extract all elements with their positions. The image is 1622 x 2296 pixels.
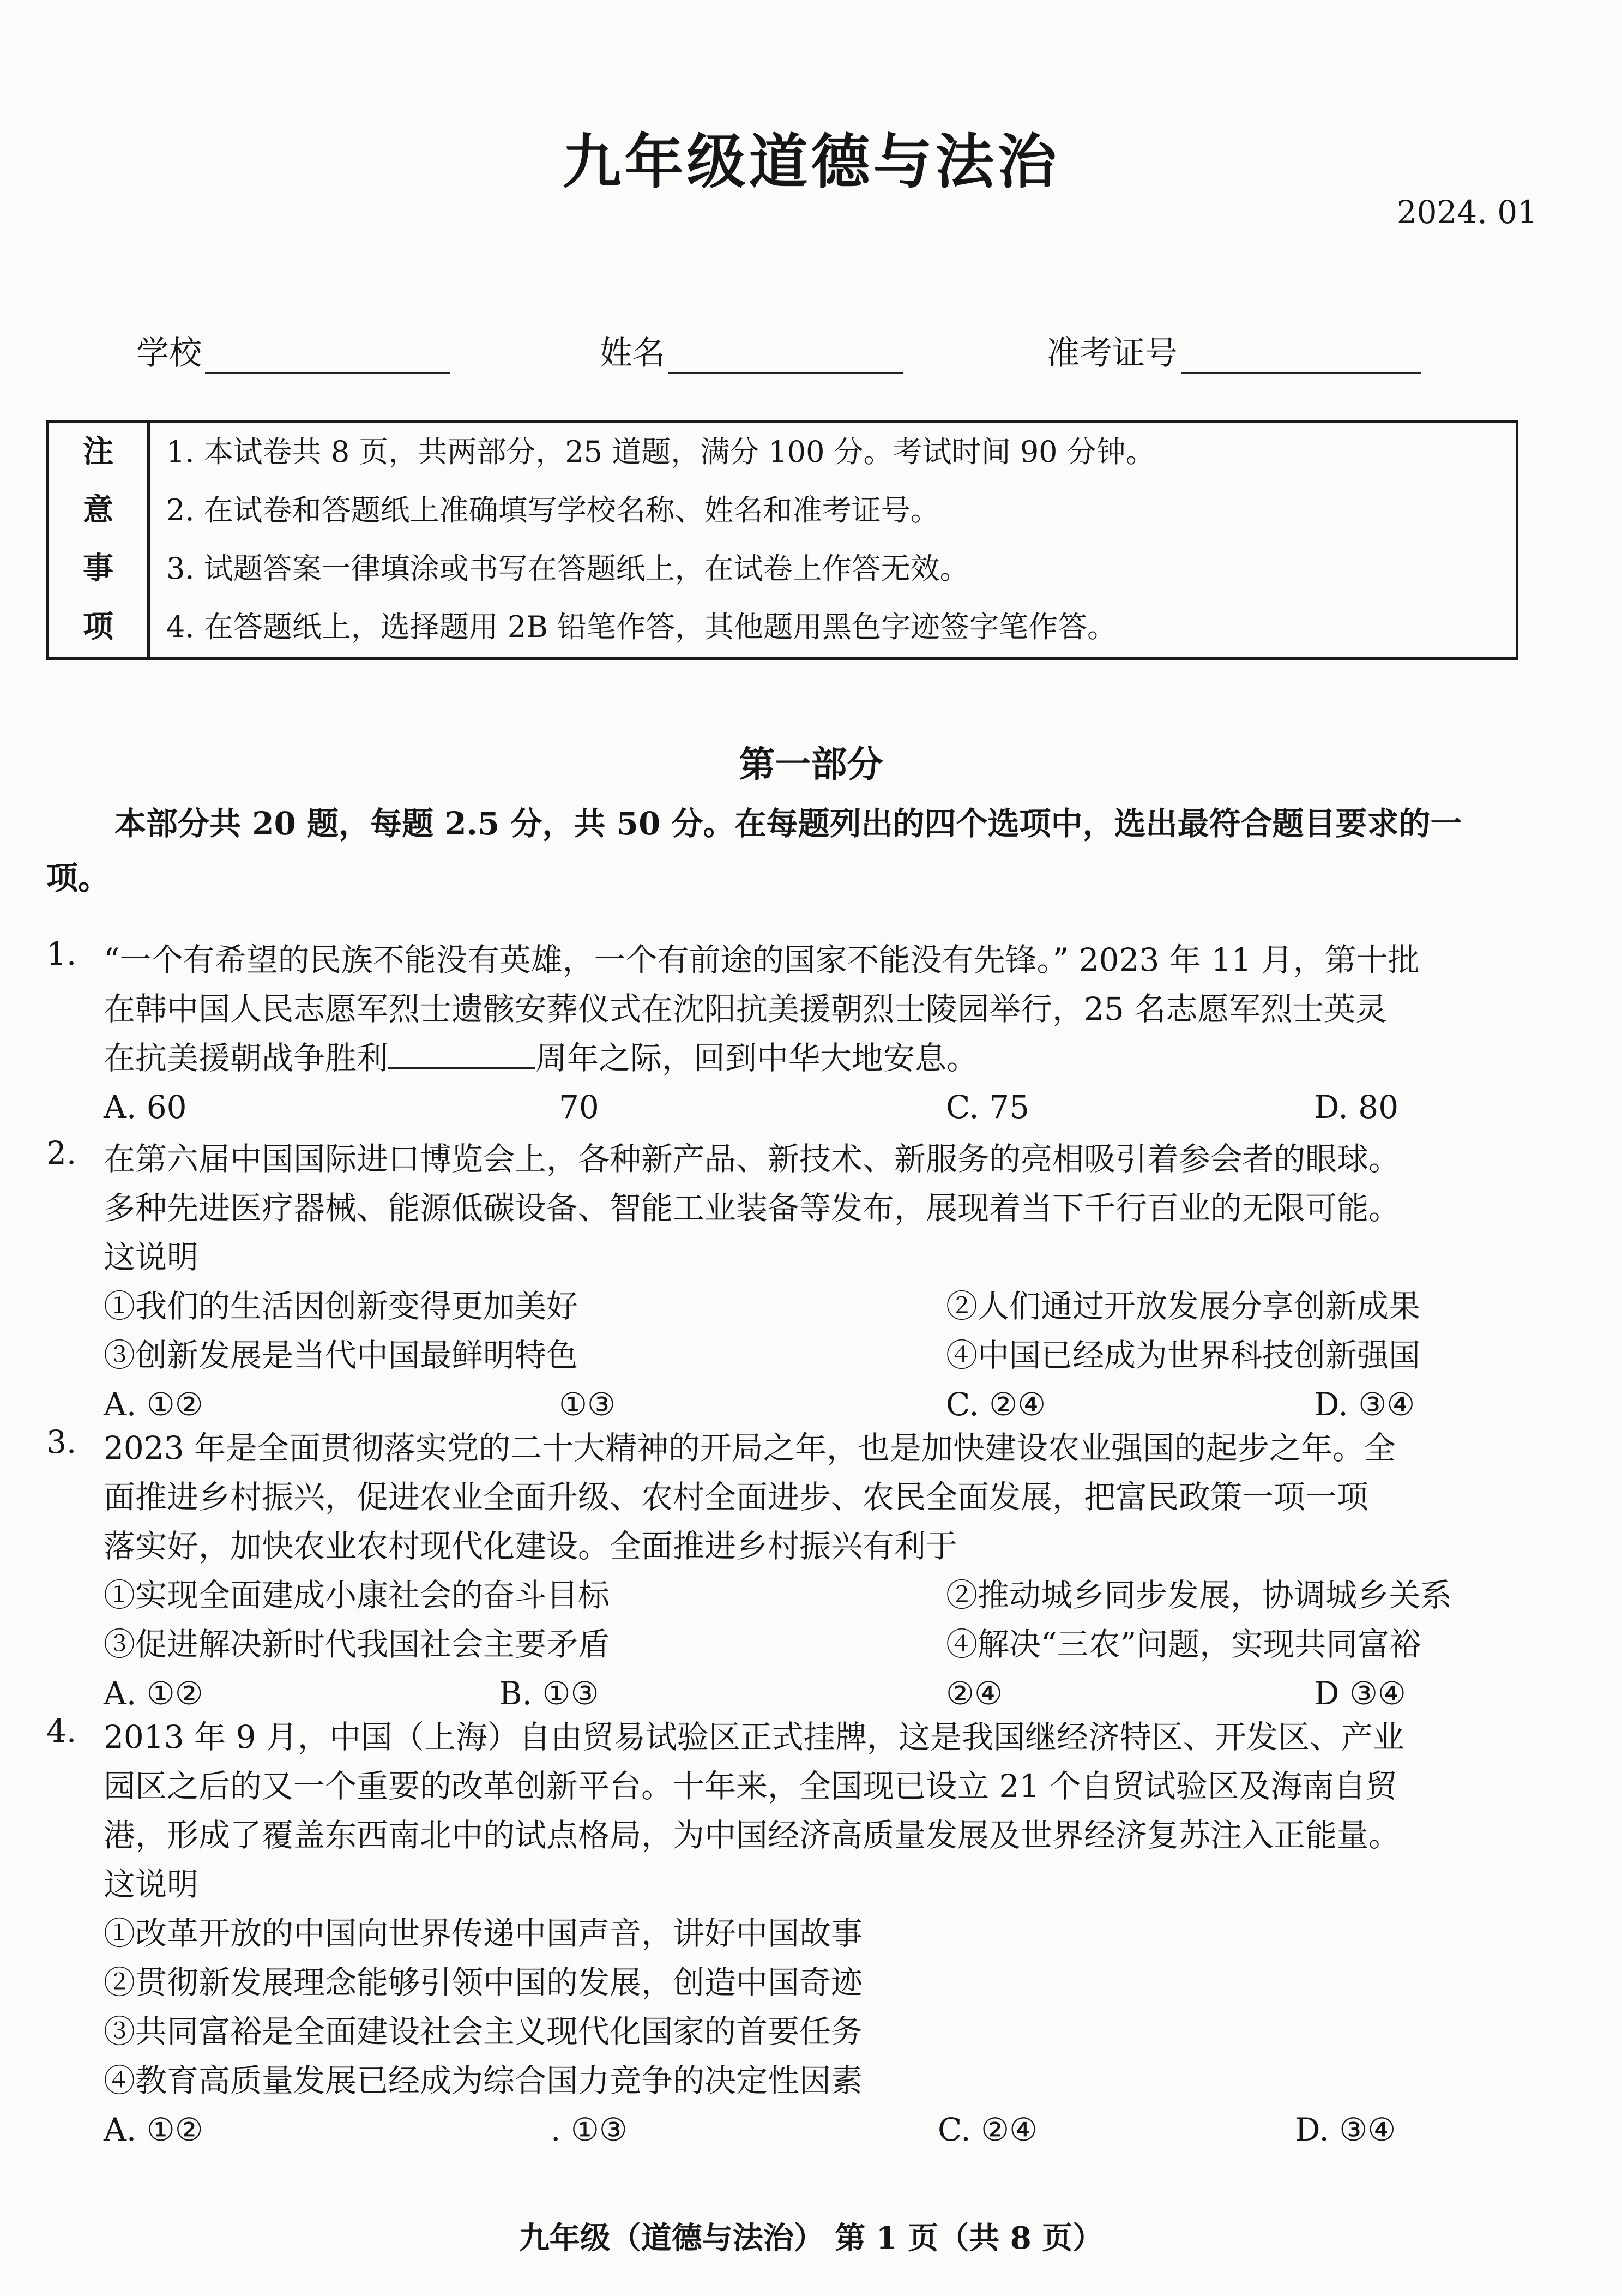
question-number: 1. xyxy=(46,935,77,972)
option-b[interactable]: B. ①③ xyxy=(499,1675,599,1712)
section-title: 第一部分 xyxy=(739,743,883,785)
question-text-line: 落实好，加快农业农村现代化建设。全面推进乡村振兴有利于 xyxy=(104,1528,958,1565)
options-row xyxy=(104,1669,1518,1718)
question-text-fragment: 周年之际，回到中华大地安息。 xyxy=(535,1039,979,1077)
statement: ①实现全面建成小康社会的奋斗目标 xyxy=(104,1577,610,1614)
statements-row xyxy=(104,1620,1518,1669)
option-c[interactable]: C. ②④ xyxy=(938,2111,1038,2148)
section-intro: 本部分共 20 题，每题 2.5 分，共 50 分。在每题列出的四个选项中，选出最符合题目要求的一项。 xyxy=(46,805,1462,897)
option-a[interactable]: A. 60 xyxy=(104,1089,187,1126)
exam-id-blank[interactable] xyxy=(1181,339,1421,374)
option-b[interactable]: 70 xyxy=(559,1089,599,1126)
question-text-fragment: 在抗美援朝战争胜利 xyxy=(104,1039,389,1077)
statement: ④教育高质量发展已经成为综合国力竞争的决定性因素 xyxy=(104,2062,863,2099)
option-a[interactable]: A. ①② xyxy=(104,2111,203,2148)
question-text-line: 这说明 xyxy=(104,1239,199,1276)
question-2 xyxy=(46,1134,1518,1429)
statement: ③共同富裕是全面建设社会主义现代化国家的首要任务 xyxy=(104,2013,863,2050)
statement: ①我们的生活因创新变得更加美好 xyxy=(104,1288,578,1325)
options-row xyxy=(104,1380,1518,1429)
notice-box xyxy=(46,420,1518,660)
school-label: 学校 xyxy=(136,334,202,372)
option-d[interactable]: D ③④ xyxy=(1314,1675,1406,1712)
notice-list xyxy=(166,423,1505,656)
exam-id-field[interactable] xyxy=(1047,327,1421,374)
statements-row xyxy=(104,1282,1518,1331)
option-b[interactable]: . ①③ xyxy=(551,2111,628,2148)
question-text-line: “一个有希望的民族不能没有英雄，一个有前途的国家不能没有先锋。” 2023 年 11 月，第十批 xyxy=(104,941,1420,978)
question-text-line xyxy=(104,1033,1518,1083)
statements-row xyxy=(104,1571,1518,1620)
question-text-line: 园区之后的又一个重要的改革创新平台。十年来，全国现已设立 21 个自贸试验区及海南自贸 xyxy=(104,1768,1397,1805)
option-c[interactable]: C. 75 xyxy=(946,1089,1029,1126)
question-text-line: 在第六届中国国际进口博览会上，各种新产品、新技术、新服务的亮相吸引着参会者的眼球。 xyxy=(104,1140,1401,1177)
name-label: 姓名 xyxy=(600,334,665,372)
question-3 xyxy=(46,1423,1518,1718)
page-footer: 九年级（道德与法治） 第 1 页（共 8 页） xyxy=(518,2220,1104,2256)
option-d[interactable]: D. ③④ xyxy=(1314,1386,1415,1423)
question-number: 2. xyxy=(46,1134,77,1171)
notice-item: 1. 本试卷共 8 页，共两部分，25 道题，满分 100 分。考试时间 90 分钟。 xyxy=(166,435,1155,469)
name-blank[interactable] xyxy=(668,339,903,374)
options-row xyxy=(104,1083,1518,1132)
question-number: 4. xyxy=(46,1712,77,1750)
statement: ②贯彻新发展理念能够引领中国的发展，创造中国奇迹 xyxy=(104,1964,863,2001)
notice-side-char: 事 xyxy=(83,550,113,586)
student-info-fields xyxy=(136,327,1445,371)
notice-item: 3. 试题答案一律填涂或书写在答题纸上，在试卷上作答无效。 xyxy=(166,551,969,586)
exam-date: 2024. 01 xyxy=(1396,194,1537,231)
statement: ②人们通过开放发展分享创新成果 xyxy=(946,1288,1421,1325)
question-text-line: 多种先进医疗器械、能源低碳设备、智能工业装备等发布，展现着当下千行百业的无限可能。 xyxy=(104,1189,1401,1227)
question-text-line: 2023 年是全面贯彻落实党的二十大精神的开局之年，也是加快建设农业强国的起步之年。全 xyxy=(104,1429,1396,1466)
notice-side-char: 项 xyxy=(83,609,113,645)
option-c[interactable]: ②④ xyxy=(946,1675,1003,1712)
notice-side-char: 意 xyxy=(83,492,113,528)
statement: ①改革开放的中国向世界传递中国声音，讲好中国故事 xyxy=(104,1915,863,1952)
notice-side-label xyxy=(49,423,150,657)
school-blank[interactable] xyxy=(205,339,450,374)
statement: ④中国已经成为世界科技创新强国 xyxy=(946,1337,1421,1374)
question-text-line: 2013 年 9 月，中国（上海）自由贸易试验区正式挂牌，这是我国继经济特区、开发区、产业 xyxy=(104,1718,1404,1756)
options-row xyxy=(104,2105,1518,2154)
option-d[interactable]: D. ③④ xyxy=(1295,2111,1396,2148)
notice-side-char: 注 xyxy=(83,434,113,470)
option-d[interactable]: D. 80 xyxy=(1314,1089,1399,1126)
fill-in-blank xyxy=(388,1036,535,1069)
statement: ②推动城乡同步发展，协调城乡关系 xyxy=(946,1577,1452,1614)
statement: ③创新发展是当代中国最鲜明特色 xyxy=(104,1337,578,1374)
question-4 xyxy=(46,1712,1518,2154)
exam-id-label: 准考证号 xyxy=(1047,334,1178,372)
question-number: 3. xyxy=(46,1423,77,1460)
exam-title: 九年级道德与法治 xyxy=(562,128,1060,196)
option-a[interactable]: A. ①② xyxy=(104,1675,203,1712)
option-a[interactable]: A. ①② xyxy=(104,1386,203,1423)
question-text-line: 面推进乡村振兴，促进农业全面升级、农村全面进步、农民全面发展，把富民政策一项一项 xyxy=(104,1478,1369,1516)
name-field[interactable] xyxy=(600,327,903,374)
statements-row xyxy=(104,1331,1518,1380)
notice-item: 4. 在答题纸上，选择题用 2B 铅笔作答，其他题用黑色字迹签字笔作答。 xyxy=(166,610,1117,644)
question-text-line: 这说明 xyxy=(104,1866,199,1903)
question-1 xyxy=(46,935,1518,1132)
statement: ③促进解决新时代我国社会主要矛盾 xyxy=(104,1626,610,1663)
question-text-line: 港，形成了覆盖东西南北中的试点格局，为中国经济高质量发展及世界经济复苏注入正能量。 xyxy=(104,1817,1401,1854)
school-field[interactable] xyxy=(136,327,450,374)
question-text-line: 在韩中国人民志愿军烈士遗骸安葬仪式在沈阳抗美援朝烈士陵园举行，25 名志愿军烈士英灵 xyxy=(104,990,1388,1027)
option-b[interactable]: ①③ xyxy=(559,1386,616,1423)
notice-item: 2. 在试卷和答题纸上准确填写学校名称、姓名和准考证号。 xyxy=(166,493,940,527)
option-c[interactable]: C. ②④ xyxy=(946,1386,1046,1423)
statement: ④解决“三农”问题，实现共同富裕 xyxy=(946,1626,1421,1663)
